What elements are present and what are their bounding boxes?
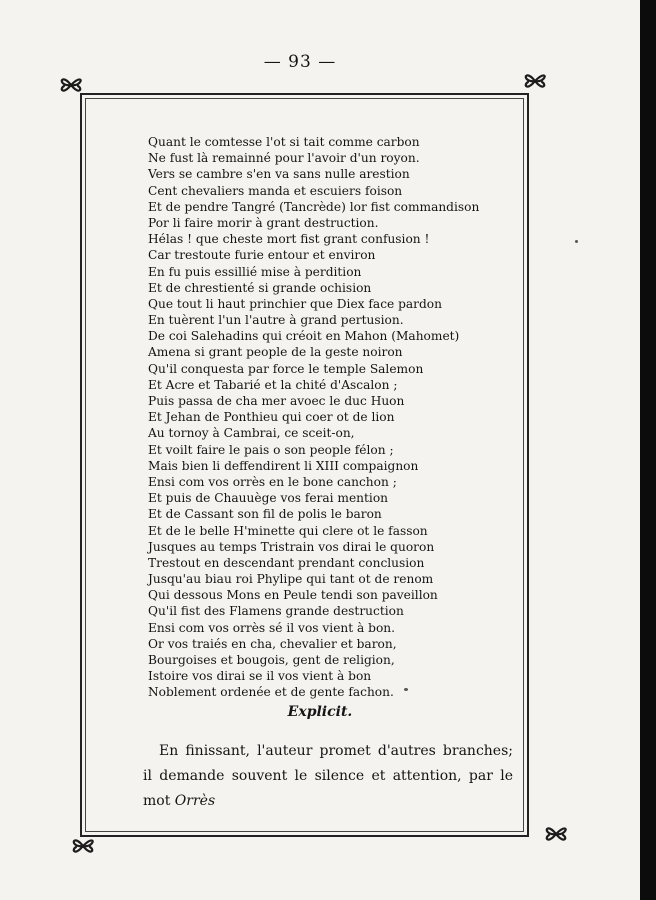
ink-speck bbox=[404, 688, 408, 691]
verse-line: Or vos traiés en cha, chevalier et baron, bbox=[148, 636, 397, 651]
verse-line: Bourgoises et bougois, gent de religion, bbox=[148, 653, 395, 667]
verse-line: Noblement ordenée et de gente fachon. bbox=[148, 685, 394, 700]
verse-line: Puis passa de cha mer avoec le duc Huon bbox=[148, 394, 405, 408]
verse-line: Et puis de Chauuège vos ferai mention bbox=[148, 491, 389, 506]
prose-text: En finissant, l'auteur promet d'autres branches; il demande souvent le silence et attention, par le mot bbox=[143, 743, 513, 809]
corner-ornament-icon bbox=[522, 68, 548, 94]
verse-line: Qui dessous Mons en Peule tendi son paveillon bbox=[148, 588, 438, 603]
verse-line: Qu'il conquesta par force le temple Salemon bbox=[148, 361, 424, 376]
verse-line: Hélas ! que cheste mort fist grant confusion ! bbox=[148, 232, 430, 247]
page-number: — 93 — bbox=[263, 52, 337, 72]
scan-dark-edge bbox=[640, 0, 656, 900]
verse-line: En fu puis essillié mise à perdition bbox=[148, 264, 362, 279]
verse-line: Et de Cassant son fil de polis le baron bbox=[148, 507, 382, 522]
poem-block bbox=[148, 134, 508, 701]
verse-line: Cent chevaliers manda et escuiers foison bbox=[148, 183, 403, 198]
verse-line: Ensi com vos orrès sé il vos vient à bon. bbox=[148, 620, 396, 635]
verse-line: Et de pendre Tangré (Tancrède) lor fist commandison bbox=[148, 199, 480, 214]
verse-line: Et Acre et Tabarié et la chité d'Ascalon ; bbox=[148, 377, 398, 392]
verse-line: Et de le belle H'minette qui clere ot le fasson bbox=[148, 523, 428, 538]
verse-line: Que tout li haut princhier que Diex face pardon bbox=[148, 296, 442, 311]
verse-line: Ne fust là remainné pour l'avoir d'un royon. bbox=[148, 151, 420, 166]
verse-line: Istoire vos dirai se il vos vient à bon bbox=[148, 669, 372, 684]
verse-line: De coi Salehadins qui créoit en Mahon (Mahomet) bbox=[148, 329, 460, 344]
verse-line: Vers se cambre s'en va sans nulle arestion bbox=[148, 167, 410, 182]
verse-line: Jusques au temps Tristrain vos dirai le quoron bbox=[148, 539, 435, 554]
verse-line: En tuèrent l'un l'autre à grand pertusion. bbox=[148, 313, 404, 328]
verse-line: Jusqu'au biau roi Phylipe qui tant ot de renom bbox=[148, 572, 434, 587]
ink-speck bbox=[575, 240, 578, 243]
corner-ornament-icon bbox=[70, 833, 96, 859]
verse-line: Mais bien li deffendirent li XIII compaignon bbox=[148, 458, 419, 473]
corner-ornament-icon bbox=[543, 821, 569, 847]
verse-line: Qu'il fist des Flamens grande destruction bbox=[148, 604, 404, 619]
prose-paragraph bbox=[143, 739, 513, 814]
verse-line: Trestout en descendant prendant conclusion bbox=[148, 555, 425, 570]
verse-line: Et de chrestienté si grande ochision bbox=[148, 280, 372, 295]
verse-line: Amena si grant people de la geste noiron bbox=[148, 345, 403, 360]
verse-line: Ensi com vos orrès en le bone canchon ; bbox=[148, 474, 397, 489]
verse-line: Et voilt faire le pais o son people félon ; bbox=[148, 442, 394, 457]
verse-line: Au tornoy à Cambrai, ce sceit-on, bbox=[148, 426, 355, 441]
verse-line: Quant le comtesse l'ot si tait comme carbon bbox=[148, 135, 420, 149]
verse-line: Car trestoute furie entour et environ bbox=[148, 248, 376, 263]
corner-ornament-icon bbox=[58, 72, 84, 98]
prose-italic-word: Orrès bbox=[174, 793, 216, 809]
explicit-heading: Explicit. bbox=[287, 704, 353, 720]
verse-line: Et Jehan de Ponthieu qui coer ot de lion bbox=[148, 410, 395, 425]
verse-line: Por li faire morir à grant destruction. bbox=[148, 215, 379, 230]
